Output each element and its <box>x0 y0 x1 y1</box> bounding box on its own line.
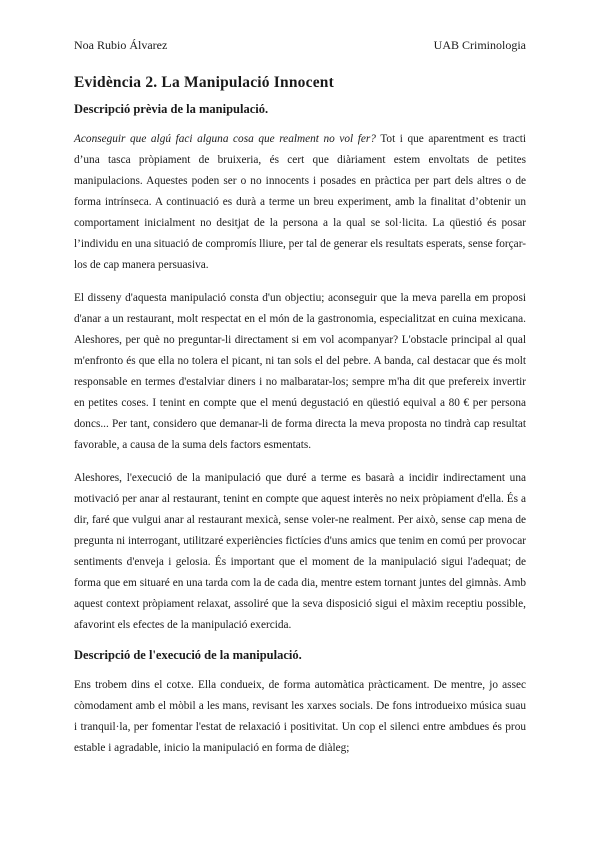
author-name: Noa Rubio Álvarez <box>74 38 168 52</box>
paragraph-design: El disseny d'aquesta manipulació consta d'un objectiu; aconseguir que la meva parella em proposi d'anar a un restaurant, molt respectat en el món de la gastronomia, especialitzat en cuina mexicana. Aleshores, per què no preguntar-li directament si em vol acompanyar? L'obstacle principal al qual m'enfronto és que ella no tolera el picant, ni tan sols el del pebre. A banda, cal destacar que és molt responsable en termes d'estalviar diners i no malbaratar-los; sempre m'ha dit que prefereix invertir en petites coses. I tenint en compte que el menú degustació en qüestió equival a 80 € per persona doncs... Per tant, considero que demanar-li de forma directa la meva proposta no tindrà cap resultat favorable, a causa de la suma dels factors esmentats. <box>74 292 526 451</box>
section-heading-prior-description: Descripció prèvia de la manipulació. <box>74 102 269 116</box>
section-heading-execution: Descripció de l'execució de la manipulació. <box>74 648 302 662</box>
paragraph-intro <box>74 129 526 276</box>
paragraph-car-scene: Ens trobem dins el cotxe. Ella condueix, de forma automàtica pràcticament. De mentre, jo assec còmodament amb el mòbil a les mans, revisant les xarxes socials. De fons introdueixo música suau i tranquil·la, per fomentar l'estat de relaxació i positivitat. Un cop el silenci entre ambdues és prou estable i agradable, inicio la manipulació en forma de diàleg; <box>74 679 526 754</box>
document-title: Evidència 2. La Manipulació Innocent <box>74 74 334 91</box>
intro-question: Aconseguir que algú faci alguna cosa que realment no vol fer? <box>74 133 376 145</box>
course-name: UAB Criminologia <box>433 38 526 52</box>
paragraph-execution-plan: Aleshores, l'execució de la manipulació que duré a terme es basarà a incidir indirectament una motivació per anar al restaurant, tenint en compte que aquest interès no neix pròpiament d'ella. És a dir, faré que vulgui anar al restaurant mexicà, sense voler-ne realment. Per això, sense cap mena de pregunta ni interrogant, utilitzaré experiències fictícies d'uns amics que tenim en comú per provocar sentiments d'enveja i gelosia. És important que el moment de la manipulació sigui l'adequat; de forma que em situaré en una tarda com la de cada dia, mentre estem tornant juntes del gimnàs. Amb aquest context pròpiament relaxat, assoliré que la seva disposició sigui el màxim receptiu possible, afavorint els efectes de la manipulació exercida. <box>74 472 526 631</box>
document-body <box>74 74 526 771</box>
intro-text: Tot i que aparentment es tracti d’una tasca pròpiament de bruixeria, és cert que diàriament estem envoltats de petites manipulacions. Aquestes poden ser o no innocents i posades en pràctica per part dels altres o de forma intrínseca. A continuació es durà a terme un breu experiment, amb la finalitat d’obtenir un comportament inicialment no desitjat de la persona a la qual se sol·licita. La qüestió és posar l’individu en una situació de compromís lliure, per tal de generar els resultats esperats, sense forçar-los de cap manera persuasiva. <box>74 133 526 271</box>
page-header <box>74 38 526 53</box>
